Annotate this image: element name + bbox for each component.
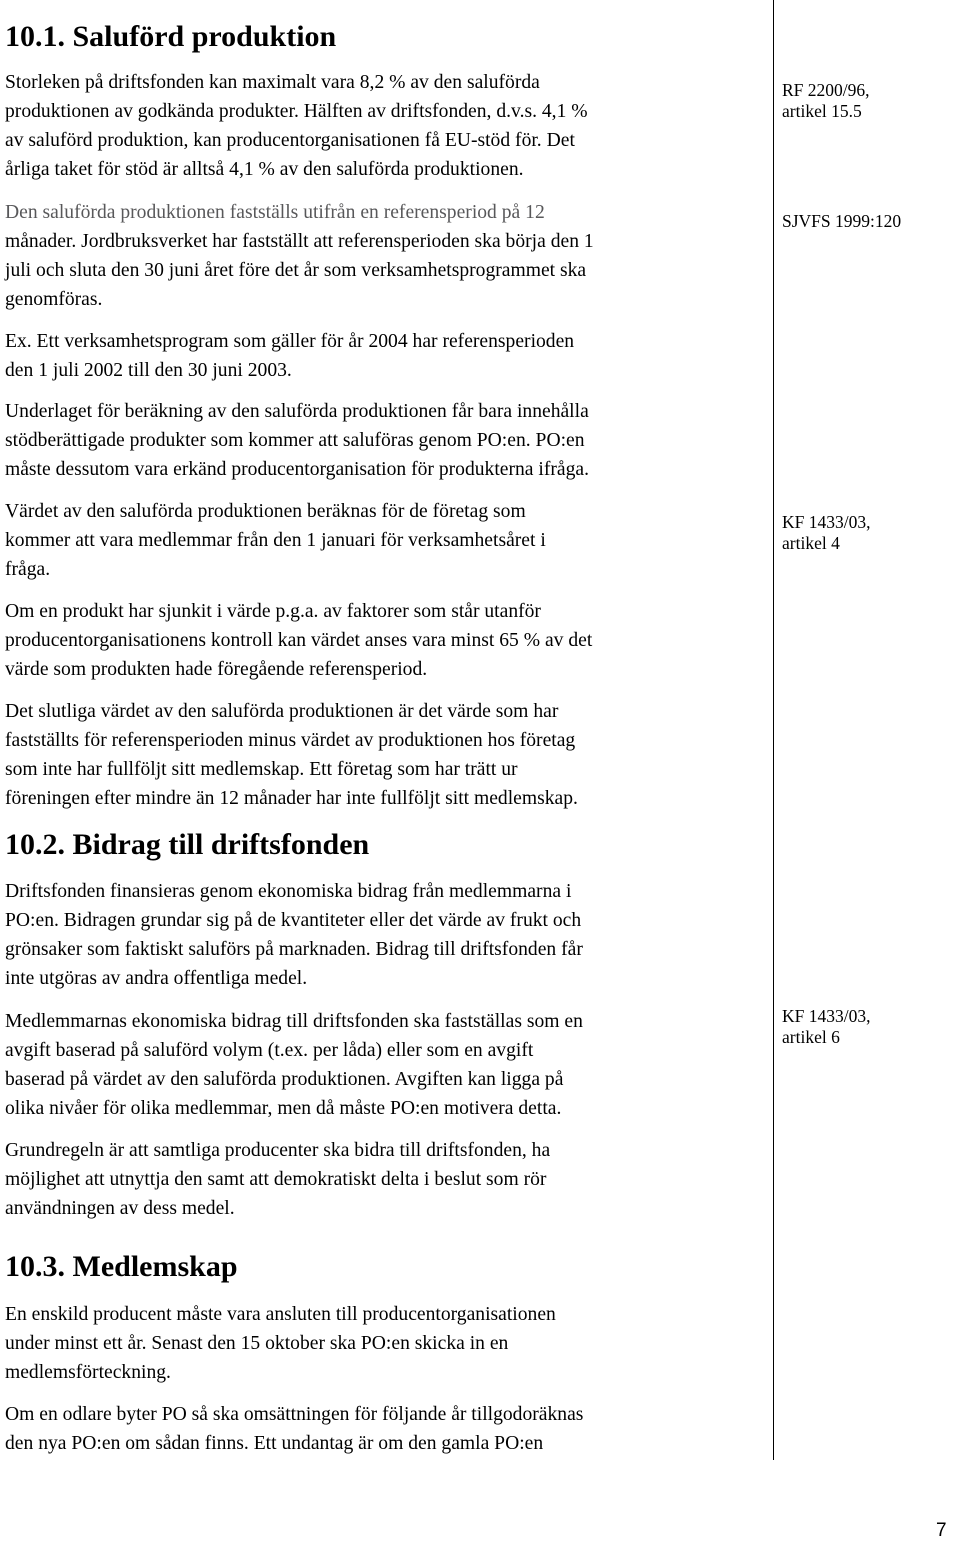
text-line: måste dessutom vara erkänd producentorganisation för produkterna ifråga. <box>5 459 589 480</box>
text-line: Grundregeln är att samtliga producenter ska bidra till driftsfonden, ha <box>5 1140 551 1161</box>
text-line: av saluförd produktion, kan producentorganisationen få EU-stöd för. Det <box>5 130 575 151</box>
reference-line: artikel 6 <box>782 1027 840 1047</box>
text-line: inte utgöras av andra offentliga medel. <box>5 968 308 989</box>
text-line: grönsaker som faktiskt saluförs på marknaden. Bidrag till driftsfonden får <box>5 939 583 960</box>
text-line: baserad på värdet av den saluförda produktionen. Avgiften kan ligga på <box>5 1069 564 1090</box>
reference-line: artikel 4 <box>782 533 840 553</box>
text-line: Underlaget för beräkning av den saluförda produktionen får bara innehålla <box>5 401 589 422</box>
text-line: värde som produkten hade föregående referensperiod. <box>5 659 428 680</box>
paragraph-underlag <box>5 397 767 484</box>
text-line: juli och sluta den 30 juni året före det år som verksamhetsprogrammet ska <box>5 260 587 281</box>
text-line: producentorganisationens kontroll kan värdet anses vara minst 65 % av det <box>5 630 593 651</box>
text-line: Storleken på driftsfonden kan maximalt vara 8,2 % av den saluförda <box>5 72 540 93</box>
reference-line: RF 2200/96, <box>782 80 870 100</box>
text-line: En enskild producent måste vara ansluten till producentorganisationen <box>5 1304 556 1325</box>
text-line: årliga taket för stöd är alltså 4,1 % av den saluförda produktionen. <box>5 159 524 180</box>
paragraph-example <box>5 327 767 385</box>
section-heading-medlemskap: 10.3. Medlemskap <box>5 1250 238 1283</box>
paragraph-sjunkit-varde <box>5 597 767 684</box>
margin-reference-rf-2200-96 <box>782 80 952 122</box>
paragraph-driftsfond-size <box>5 68 767 184</box>
text-line: olika nivåer för olika medlemmar, men då måste PO:en motivera detta. <box>5 1098 562 1119</box>
text-line: Värdet av den saluförda produktionen beräknas för de företag som <box>5 501 526 522</box>
paragraph-finansiering <box>5 877 767 993</box>
text-line: Det slutliga värdet av den saluförda produktionen är det värde som har <box>5 701 559 722</box>
paragraph-grundregeln <box>5 1136 767 1223</box>
paragraph-slutliga-vardet <box>5 697 767 813</box>
text-line: produktionen av godkända produkter. Hälften av driftsfonden, d.v.s. 4,1 % <box>5 101 588 122</box>
reference-line: SJVFS 1999:120 <box>782 211 902 231</box>
paragraph-referensperiod <box>5 198 767 314</box>
text-line: fastställts för referensperioden minus värdet av produktionen hos företag <box>5 730 576 751</box>
reference-line: KF 1433/03, <box>782 1006 871 1026</box>
text-line: som inte har fullföljt sitt medlemskap. Ett företag som har trätt ur <box>5 759 518 780</box>
text-line: Driftsfonden finansieras genom ekonomiska bidrag från medlemmarna i <box>5 881 572 902</box>
text-line: stödberättigade produkter som kommer att saluföras genom PO:en. PO:en <box>5 430 585 451</box>
paragraph-byter-po <box>5 1400 767 1458</box>
text-line: den nya PO:en om sådan finns. Ett undantag är om den gamla PO:en <box>5 1433 544 1454</box>
text-line: Den saluförda produktionen fastställs utifrån en referensperiod på 12 <box>5 202 545 223</box>
text-line: föreningen efter mindre än 12 månader har inte fullföljt sitt medlemskap. <box>5 788 578 809</box>
text-line: PO:en. Bidragen grundar sig på de kvantiteter eller det värde av frukt och <box>5 910 582 931</box>
text-line: genomföras. <box>5 289 103 310</box>
margin-reference-kf-artikel-4 <box>782 512 952 554</box>
margin-divider-line <box>773 0 774 1460</box>
paragraph-medlemsbidrag <box>5 1007 767 1123</box>
paragraph-ansluten <box>5 1300 767 1387</box>
margin-reference-sjvfs <box>782 211 952 232</box>
section-heading-saluford-produktion: 10.1. Saluförd produktion <box>5 20 337 53</box>
text-line: månader. Jordbruksverket har fastställt att referensperioden ska börja den 1 <box>5 231 594 252</box>
text-line: fråga. <box>5 559 51 580</box>
text-line: användningen av dess medel. <box>5 1198 235 1219</box>
text-line: Medlemmarnas ekonomiska bidrag till driftsfonden ska fastställas som en <box>5 1011 583 1032</box>
section-heading-bidrag-till-driftsfonden: 10.2. Bidrag till driftsfonden <box>5 828 370 861</box>
text-line: medlemsförteckning. <box>5 1362 171 1383</box>
text-line: möjlighet att utnyttja den samt att demokratiskt delta i beslut som rör <box>5 1169 547 1190</box>
text-line: kommer att vara medlemmar från den 1 januari för verksamhetsåret i <box>5 530 546 551</box>
reference-line: KF 1433/03, <box>782 512 871 532</box>
margin-reference-kf-artikel-6 <box>782 1006 952 1048</box>
text-line: under minst ett år. Senast den 15 oktober ska PO:en skicka in en <box>5 1333 509 1354</box>
text-line: Om en odlare byter PO så ska omsättningen för följande år tillgodoräknas <box>5 1404 584 1425</box>
paragraph-vardet <box>5 497 767 584</box>
text-line: Om en produkt har sjunkit i värde p.g.a. av faktorer som står utanför <box>5 601 541 622</box>
text-line: avgift baserad på saluförd volym (t.ex. per låda) eller som en avgift <box>5 1040 534 1061</box>
page-number: 7 <box>936 1520 947 1541</box>
text-line: den 1 juli 2002 till den 30 juni 2003. <box>5 360 292 381</box>
reference-line: artikel 15.5 <box>782 101 862 121</box>
text-line: Ex. Ett verksamhetsprogram som gäller för år 2004 har referensperioden <box>5 331 575 352</box>
